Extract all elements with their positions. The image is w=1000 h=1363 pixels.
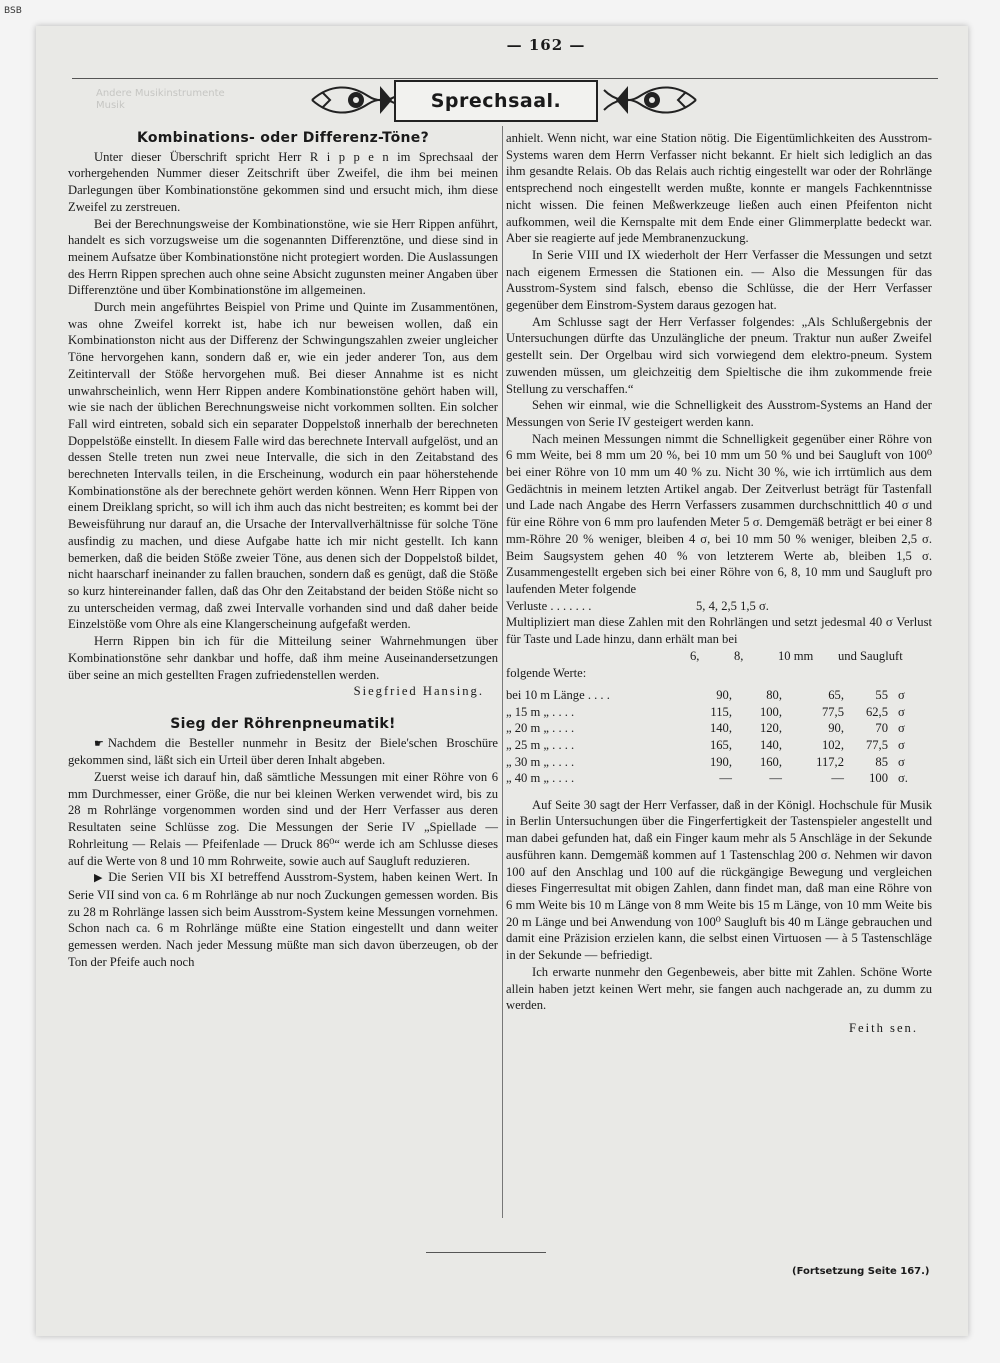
left-ornament-icon bbox=[310, 78, 406, 122]
table-row-label: „ 30 m „ . . . . bbox=[506, 754, 575, 769]
table-cell: — bbox=[719, 771, 732, 786]
table-row bbox=[506, 704, 918, 721]
paragraph: Sehen wir einmal, wie die Schnelligkeit des Ausstrom-Systems an Hand der Messungen von Serie IV gesteigert werden kann. bbox=[506, 398, 932, 429]
paragraph: Ich erwarte nunmehr den Gegenbeweis, aber bitte mit Zahlen. Schöne Worte allein haben jetzt keinen Wert mehr, sie fangen auch nachgerade an, zu dumm zu werden. bbox=[506, 964, 932, 1013]
right-ornament-icon bbox=[602, 78, 698, 122]
table-cell: σ. bbox=[898, 771, 908, 786]
library-mark: BSB bbox=[4, 6, 22, 16]
table-cell: 80, bbox=[766, 688, 782, 703]
article-title-combination-tones: Kombinations- oder Differenz-Töne? bbox=[136, 130, 430, 146]
table-cell: — bbox=[831, 771, 844, 786]
table-cell: 190, bbox=[709, 754, 732, 769]
table-cell: 165, bbox=[709, 737, 732, 752]
loss-table bbox=[506, 687, 918, 787]
pointing-hand-icon: ☛ bbox=[94, 737, 104, 750]
table-row-label: bei 10 m Länge . . . . bbox=[506, 688, 610, 703]
table-row bbox=[506, 687, 918, 704]
table-cell: 85 bbox=[875, 754, 888, 769]
table-row bbox=[506, 754, 918, 771]
table-cell: σ bbox=[898, 754, 905, 769]
paragraph: Zuerst weise ich darauf hin, daß sämtliche Messungen mit einer Röhre von 6 mm Durchmesser, einer Größe, die nur bei kleinen Werken verwendet wird, bis zu 28 m Rohrlänge vorgenommen worden sind und der Herr Verfasser aus deren Resultaten seine Schlüsse zog. Die Messungen der Serie IV „Spiellade — Rohrleitung — Relais — Pfeifenlade — Druck 86⁰“ werde ich am Schlusse dieses auf die Werte von 8 und 10 mm Rohrweite, sowie auch auf Saugluft reduzieren. bbox=[68, 770, 498, 868]
table-row-label: „ 20 m „ . . . . bbox=[506, 721, 575, 736]
table-cell: 117,2 bbox=[816, 754, 844, 769]
page-number: — 162 — bbox=[506, 36, 586, 54]
header-rule bbox=[72, 78, 938, 79]
header-6mm: 6, bbox=[690, 648, 700, 663]
paragraph: Unter dieser Überschrift spricht Herr R i p p e n im Sprechsaal der vorhergehenden Nummer dieser Zeitschrift über Zweifel, die ihm bei meinen Darlegungen über Kombinationstöne gekommen sind und ersucht mich, ihm diese Zweifel zu zerstreuen. bbox=[68, 149, 498, 214]
right-column bbox=[506, 130, 932, 1037]
table-cell: σ bbox=[898, 704, 905, 719]
table-cell: 120, bbox=[759, 721, 782, 736]
table-cell: — bbox=[769, 771, 782, 786]
table-cell: 90, bbox=[828, 721, 844, 736]
table-row-label: „ 25 m „ . . . . bbox=[506, 737, 575, 752]
table-cell: σ bbox=[898, 737, 905, 752]
left-column bbox=[68, 130, 498, 970]
bleed-through-text: Andere Musikinstrumente Musik bbox=[96, 88, 225, 111]
table-row bbox=[506, 737, 918, 754]
table-cell: σ bbox=[898, 721, 905, 736]
table-cell: 140, bbox=[759, 737, 782, 752]
table-row bbox=[506, 770, 918, 787]
newspaper-page bbox=[36, 26, 968, 1336]
paragraph: ▶ Die Serien VII bis XI betreffend Ausstrom-System, haben keinen Wert. In Serie VII sind von ca. 6 m Rohrlänge ab nur noch Zuckungen gemessen worden. Bis zu 28 m Rohrlänge lassen sich beim Ausstrom-System keine Messungen vornehmen. Schon nach ca. 6 m Rohrlänge müßte eine Station eingestellt und dann weiter gemessen werden. Nach jeder Messung müßte man sich davon überzeugen, ob der Ton der Pfeife auch noch bbox=[68, 870, 498, 969]
column-divider bbox=[502, 126, 503, 1218]
paragraph: Multipliziert man diese Zahlen mit den Rohrlängen und setzt jedesmal 40 σ Verlust für Taste und Lade hinzu, dann erhält man bei bbox=[506, 615, 932, 647]
losses-label: Verluste . . . . . . . bbox=[506, 598, 592, 613]
signature: Siegfried Hansing. bbox=[353, 684, 484, 699]
column-header-row bbox=[506, 648, 932, 665]
header-8mm: 8, bbox=[734, 648, 744, 663]
table-cell: 55 bbox=[875, 688, 888, 703]
paragraph: In Serie VIII und IX wiederholt der Herr Verfasser die Messungen und setzt nach eigenem Ermessen die Stationen ein. — Also die Messungen für das Ausstrom-System sind falsch, ebenso die Schlüsse, die der Herr Verfasser gegenüber dem Einstrom-System daraus gezogen hat. bbox=[506, 247, 932, 313]
pointer-icon: ▶ bbox=[94, 872, 105, 885]
table-row-label: „ 15 m „ . . . . bbox=[506, 704, 575, 719]
paragraph: ☛ Nachdem die Besteller nunmehr in Besitz der Biele'schen Broschüre gekommen sind, läßt sich ein Urteil über deren Inhalt abgeben. bbox=[68, 735, 498, 768]
table-cell: 160, bbox=[759, 754, 782, 769]
table-cell: 90, bbox=[716, 688, 732, 703]
table-cell: 100 bbox=[869, 771, 888, 786]
table-row bbox=[506, 720, 918, 737]
header-10mm: 10 mm bbox=[778, 648, 814, 663]
paragraph: Am Schlusse sagt der Herr Verfasser folgendes: „Als Schlußergebnis der Untersuchungen dürfte das Unzulängliche der pneum. Traktur nun außer Zweifel gestellt sein. Der Orgelbau wird sich vorwiegend dem elektro-pneum. System zuwenden müssen, um gleichzeitig dem Spieltische die ihm zukommende freie Stellung zu verschaffen.“ bbox=[506, 314, 932, 396]
table-cell: 77,5 bbox=[821, 704, 844, 719]
header-suction: und Saugluft bbox=[838, 648, 903, 663]
paragraph: Bei der Berechnungsweise der Kombinationstöne, wie sie Herr Rippen anführt, handelt es sich vorzugsweise um die sogenannten Differenztöne, und diese sind in meinem Aufsatze über Kombinationstöne nicht protegiert worden. Die Auslassungen des Herrn Rippen sprechen auch ohne seine Absicht zugunsten meiner Angaben über Differenztöne und über Kombinationstöne im allgemeinen. bbox=[68, 216, 498, 298]
table-cell: 140, bbox=[709, 721, 732, 736]
table-cell: 115, bbox=[710, 704, 732, 719]
footer-rule bbox=[426, 1252, 546, 1253]
signature: Feith sen. bbox=[849, 1020, 918, 1035]
table-cell: σ bbox=[898, 688, 905, 703]
table-cell: 77,5 bbox=[865, 737, 888, 752]
paragraph: Nach meinen Messungen nimmt die Schnelligkeit gegenüber einer Röhre von 6 mm Weite, bei 8 mm um 20 %, bei 10 mm um 50 % und bei Saugluft von 100⁰ bei einer Röhre von 10 mm um 40 % zu. Nicht 30 %, wie ich irrtümlich aus dem Gedächtnis in meinem letzten Artikel angab. Der Zeitverlust beträgt für Tastenfall und Lade nach Angabe des Herrn Verfassers zusammen durchschnittlich 40 σ und für eine Röhre von 6 mm pro laufenden Meter 5 σ. Demgemäß beträgt er bei einer 8 mm-Röhre 20 % weniger, bleiben 4 σ, bei 10 mm 50 % weniger, bleiben 2,5 σ. Beim Saugsystem gehen 40 % von letzterem Werte ab, bleiben 1,5 σ. Zusammengestellt ergeben sich bei einer Röhre von 6, 8, 10 mm und Saugluft pro laufenden Meter folgende bbox=[506, 431, 932, 596]
article-title-tube-pneumatics: Sieg der Röhrenpneumatik! bbox=[170, 715, 396, 732]
continuation-note: (Fortsetzung Seite 167.) bbox=[792, 1266, 930, 1277]
section-title: Sprechsaal. bbox=[394, 80, 598, 122]
paragraph: Auf Seite 30 sagt der Herr Verfasser, daß in der Königl. Hochschule für Musik in Berlin Untersuchungen über die Fingerfertigkeit der Tastenspieler angestellt und man dabei gefunden hat, daß ein Finger kaum mehr als 5 Anschläge in der Sekunde ausführen kann. Demgemäß kommen auf 1 Tastenschlag 200 σ. Nehmen wir davon 100 auf den Anschlag und 100 auf die rückgängige Bewegung und vergleichen dieses Fingerresultat mit obigen Zahlen, dann findet man, daß man eine Röhre von 6 mm Weite bis 10 m Länge von 8 mm Weite bis 15 m Länge, von 10 mm Weite bis 20 m Länge und bei Anwendung von 100⁰ Saugluft bis 40 m Länge gebrauchen und damit eine Präzision erzielen kann, die selbst einen Virtuosen — à 5 Tastenschläge in der Sekunde — befriedigt. bbox=[506, 797, 932, 963]
paragraph: folgende Werte: bbox=[506, 665, 587, 680]
table-cell: 70 bbox=[875, 721, 888, 736]
table-cell: 62,5 bbox=[865, 704, 888, 719]
paragraph: Herrn Rippen bin ich für die Mitteilung seiner Wahrnehmungen über Kombinationstöne sehr dankbar und hoffe, daß ihm meine Auseinandersetzungen über seine an mich gestellten Fragen zufriedenstellen werden. bbox=[68, 634, 498, 682]
losses-row bbox=[506, 598, 932, 615]
losses-values: 5, 4, 2,5 1,5 σ. bbox=[696, 598, 769, 613]
table-cell: 100, bbox=[759, 704, 782, 719]
paragraph: anhielt. Wenn nicht, war eine Station nötig. Die Eigentümlichkeiten des Ausstrom-Systems waren dem Herrn Verfasser nicht bekannt. Er hielt sich lediglich an das ihm gesandte Relais. Ob das Relais auch richtig eingestellt war oder der Rohrlänge entsprechend noch eingestellt werden mußte, konnte er mangels Fachkenntnisse nicht wissen. Die feinen Meßwerkzeuge ließen auch einen Pfeifenton nicht aufkommen, weil die Kernspalte mit dem Ende einer Glimmerplatte bedeckt war. Aber sie reagierte auf jede Membranenzuckung. bbox=[506, 131, 932, 246]
paragraph: Durch mein angeführtes Beispiel von Prime und Quinte im Zusammentönen, was ohne Zweifel korrekt ist, habe ich nur beweisen wollen, daß ein Kombinationston nicht aus der Differenz der Schwingungszahlen zweier ungleicher Töne hervorgehen kann, sondern daß er, wie ein jeder anderer Ton, aus dem Zeitintervall der Stöße hervorgehen muß. Bei dieser Annahme ist es nicht unwahrscheinlich, wenn Herr Rippen andere Kombinationstöne gehört haben will, wie sie nach der üblichen Berechnungsweise nicht vorkommen sollten. Ein solcher Fall wird eintreten, sobald sich ein separater Doppelstoß innerhalb der berechneten Doppelstöße einstellt. In diesem Falle wird das berechnete Intervall aufgelöst, und an dessen Stelle treten nun zwei neue Intervalle, die sich in den Zeitabstand des berechneten Intervalls teilen, in die Erscheinung, wodurch ein paar höherstehende Kombinationstöne als der berechnete gehört werden können. Wenn Herr Rippen von einem Dreiklang spricht, so will ich ihm auch das nicht bestreiten; es kommt bei der Beweisführung nur darauf an, die Ursache der Intervallverhältnisse für solche Töne ausfindig zu machen, und diese Aufgabe hatte ich mir nicht gestellt. Ich kann bemerken, daß die beiden Stöße zweier Töne, aus denen sich der Doppelstoß bildet, nicht haarscharf ineinander zu fallen brauchen, sondern daß es genügt, daß die Stöße so kurz hintereinander fallen, daß das Ohr den Zeitabstand der beiden Stöße nicht so zu unterscheiden vermag, daß zwei Intervalle vorhanden sind und daß daher beide Einzelstöße vom Ohre als eine Klangerscheinung aufgefaßt werden. bbox=[68, 300, 498, 632]
table-row-label: „ 40 m „ . . . . bbox=[506, 771, 575, 786]
table-cell: 65, bbox=[828, 688, 844, 703]
table-cell: 102, bbox=[821, 737, 844, 752]
